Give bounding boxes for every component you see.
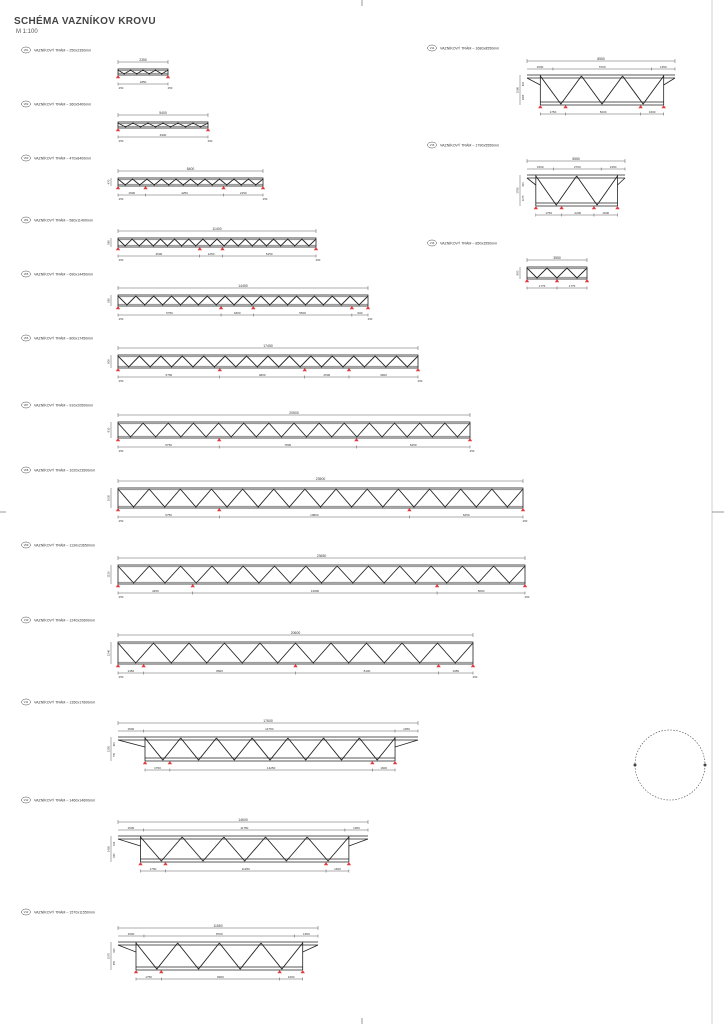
support-marker bbox=[523, 584, 527, 587]
bottom-segment-dimension: 1250 bbox=[207, 251, 215, 256]
compass-dot-left bbox=[634, 764, 637, 767]
web-diagonals bbox=[540, 76, 663, 104]
bottom-segment-dimension: 5750 bbox=[166, 310, 173, 315]
support-marker bbox=[370, 761, 374, 764]
bottom-segment-dimension: 8600 bbox=[216, 668, 223, 673]
web-diagonals bbox=[118, 643, 473, 663]
end-dimension-left: 250 bbox=[118, 86, 124, 90]
support-marker bbox=[277, 970, 281, 973]
support-marker bbox=[559, 206, 563, 209]
truss-label: VAZNÍKOVÝ TRÁM – 1130x23650mm bbox=[34, 543, 95, 548]
cantilever-right bbox=[303, 945, 318, 952]
overall-dimension: 23500 bbox=[315, 476, 326, 481]
support-marker bbox=[585, 279, 589, 282]
support-marker bbox=[435, 584, 439, 587]
bottom-segment-dimension: 1775 bbox=[538, 283, 546, 288]
support-marker bbox=[168, 761, 172, 764]
truss-label: VAZNÍKOVÝ TRÁM – 470x8400mm bbox=[34, 156, 92, 161]
bottom-segment-dimension: 6450 bbox=[409, 442, 417, 447]
truss-v15 bbox=[428, 142, 626, 217]
truss-v02 bbox=[22, 101, 213, 143]
bottom-segment-dimension: 1850 bbox=[139, 79, 147, 84]
height-dimension: 1350 bbox=[106, 745, 111, 753]
compass-dot-right bbox=[704, 764, 707, 767]
cantilever-right bbox=[664, 78, 675, 85]
truss-label: VAZNÍKOVÝ TRÁM – 850x3550mm bbox=[440, 241, 498, 246]
bottom-segment-dimension: 6450 bbox=[462, 512, 470, 517]
support-marker bbox=[220, 247, 224, 250]
truss-code: V05 bbox=[23, 273, 29, 277]
height-dimension-part: 1175 bbox=[522, 195, 525, 201]
support-marker bbox=[293, 664, 297, 667]
bottom-segment-dimension: 5000 bbox=[477, 588, 485, 593]
height-dimension: 1020 bbox=[106, 494, 111, 502]
bottom-segment-dimension: 4900 bbox=[159, 132, 167, 137]
height-dimension: 800 bbox=[106, 359, 111, 364]
bottom-segment-dimension: 1750 bbox=[549, 109, 557, 114]
truss-code: V14 bbox=[429, 47, 435, 51]
truss-code: V01 bbox=[23, 49, 29, 53]
web-diagonals bbox=[136, 943, 303, 969]
truss-code: V08 bbox=[23, 469, 29, 473]
support-marker bbox=[261, 186, 265, 189]
overall-dimension: 23650 bbox=[316, 553, 327, 558]
truss-label: VAZNÍKOVÝ TRÁM – 1350x17600mm bbox=[34, 700, 96, 705]
support-marker bbox=[191, 584, 195, 587]
support-marker bbox=[166, 75, 170, 78]
bottom-segment-dimension: 1600 bbox=[287, 974, 295, 979]
support-marker bbox=[116, 508, 120, 511]
top-segment-dimension: 1350 bbox=[353, 826, 360, 830]
top-segment-dimension: 1500 bbox=[536, 165, 544, 169]
truss-code: V16 bbox=[429, 242, 435, 246]
height-dimension: 850 bbox=[515, 270, 520, 276]
bottom-segment-dimension: 1775 bbox=[568, 283, 576, 288]
truss-v14 bbox=[428, 45, 676, 116]
height-dimension: 1570 bbox=[106, 952, 111, 960]
cantilever-right bbox=[349, 839, 368, 846]
bottom-segment-dimension: 1600 bbox=[602, 210, 610, 215]
bottom-segment-dimension: 11250 bbox=[241, 866, 250, 871]
truss-outline bbox=[118, 69, 168, 75]
end-dimension-left: 250 bbox=[118, 595, 124, 599]
support-marker bbox=[615, 206, 619, 209]
overall-dimension: 5550 bbox=[572, 156, 580, 161]
web-diagonals bbox=[527, 268, 587, 278]
support-marker bbox=[525, 279, 529, 282]
web-diagonals bbox=[118, 489, 523, 507]
support-marker bbox=[314, 247, 318, 250]
cantilever-left bbox=[527, 178, 536, 185]
end-dimension-right: 250 bbox=[417, 379, 423, 383]
truss-code: V15 bbox=[429, 144, 435, 148]
truss-outline bbox=[118, 642, 473, 664]
overall-dimension: 11550 bbox=[213, 923, 223, 928]
overall-dimension: 17450 bbox=[263, 343, 273, 348]
support-marker bbox=[538, 105, 542, 108]
support-marker bbox=[218, 368, 222, 371]
support-marker bbox=[116, 368, 120, 371]
web-diagonals bbox=[536, 176, 618, 205]
support-marker bbox=[350, 306, 354, 309]
support-marker bbox=[143, 761, 147, 764]
truss-v11 bbox=[22, 699, 419, 772]
overall-dimension: 17600 bbox=[263, 718, 273, 723]
truss-label: VAZNÍKOVÝ TRÁM – 800x17450mm bbox=[34, 336, 94, 341]
truss-v06 bbox=[22, 335, 423, 383]
truss-code: V04 bbox=[23, 219, 29, 223]
support-marker bbox=[116, 664, 120, 667]
truss-outline bbox=[118, 422, 470, 438]
drawing-scale: M 1:100 bbox=[16, 29, 38, 35]
top-segment-dimension: 1350 bbox=[302, 932, 310, 936]
bottom-segment-dimension: 2150 bbox=[239, 190, 247, 195]
truss-v01 bbox=[22, 47, 173, 90]
height-dimension-part: 615 bbox=[522, 182, 525, 187]
drawing-title: SCHÉMA VAZNÍKOV KROVU bbox=[14, 16, 156, 27]
end-dimension-right: 250 bbox=[522, 519, 528, 523]
truss-code: V07 bbox=[23, 404, 29, 408]
support-marker bbox=[347, 368, 351, 371]
support-marker bbox=[592, 206, 596, 209]
overall-dimension: 20500 bbox=[289, 410, 299, 415]
end-dimension-right: 250 bbox=[472, 675, 478, 679]
bottom-segment-dimension: 1750 bbox=[145, 974, 152, 979]
end-dimension-left: 250 bbox=[118, 675, 124, 679]
web-diagonals bbox=[118, 423, 470, 437]
end-dimension-right: 250 bbox=[367, 317, 373, 321]
truss-label: VAZNÍKOVÝ TRÁM – 1460x14600mm bbox=[34, 798, 96, 803]
truss-code: V11 bbox=[23, 701, 29, 705]
support-marker bbox=[521, 508, 525, 511]
support-marker bbox=[661, 105, 665, 108]
top-segment-dimension: 1500 bbox=[127, 727, 135, 731]
top-segment-dimension: 2700 bbox=[573, 165, 581, 169]
top-segment-dimension: 14750 bbox=[265, 727, 274, 731]
bottom-segment-dimension: 5750 bbox=[165, 442, 172, 447]
end-dimension-right: 250 bbox=[315, 258, 321, 262]
truss-label: VAZNÍKOVÝ TRÁM – 250x2350mm bbox=[34, 48, 92, 53]
height-dimension: 1240 bbox=[106, 649, 111, 657]
end-dimension-left: 250 bbox=[118, 197, 124, 201]
height-dimension-part: 845 bbox=[113, 853, 116, 858]
cantilever-left bbox=[527, 78, 540, 85]
bottom-segment-dimension: 1750 bbox=[149, 866, 157, 871]
bottom-segment-dimension: 5200 bbox=[599, 109, 607, 114]
truss-v16 bbox=[428, 240, 590, 290]
support-marker bbox=[436, 664, 440, 667]
end-dimension-left: 250 bbox=[118, 317, 124, 321]
bottom-segment-dimension: 2200 bbox=[574, 210, 582, 215]
truss-code: V13 bbox=[23, 911, 29, 915]
support-marker bbox=[221, 186, 225, 189]
height-dimension: 1790 bbox=[515, 187, 520, 194]
support-marker bbox=[116, 247, 120, 250]
bottom-segment-dimension: 1750 bbox=[545, 210, 553, 215]
truss-code: V12 bbox=[23, 799, 29, 803]
bottom-segment-dimension: 1600 bbox=[380, 765, 388, 770]
cantilever-left bbox=[118, 740, 145, 747]
bottom-segment-dimension: 4500 bbox=[155, 251, 163, 256]
bottom-segment-dimension: 8200 bbox=[217, 974, 224, 979]
top-segment-dimension: 1500 bbox=[536, 65, 544, 69]
support-marker bbox=[116, 186, 120, 189]
support-marker bbox=[366, 306, 370, 309]
height-dimension: 580 bbox=[106, 240, 111, 245]
bottom-segment-dimension: 2500 bbox=[323, 372, 331, 377]
support-marker bbox=[251, 306, 255, 309]
support-marker bbox=[163, 862, 167, 865]
height-dimension-part: 615 bbox=[522, 81, 525, 87]
truss-label: VAZNÍKOVÝ TRÁM – 580x11400mm bbox=[34, 218, 93, 223]
truss-v04 bbox=[22, 217, 321, 262]
top-segment-dimension: 1350 bbox=[403, 727, 410, 731]
bottom-segment-dimension: 4800 bbox=[258, 372, 266, 377]
end-dimension-right: 250 bbox=[207, 139, 213, 143]
support-marker bbox=[301, 970, 305, 973]
truss-label: VAZNÍKOVÝ TRÁM – 1570x11550mm bbox=[34, 910, 95, 915]
cantilever-left bbox=[118, 945, 136, 952]
web-diagonals bbox=[141, 837, 349, 861]
truss-code: V09 bbox=[23, 544, 29, 548]
overall-dimension: 14450 bbox=[238, 283, 248, 288]
web-diagonals bbox=[118, 296, 368, 305]
height-dimension: 690 bbox=[106, 298, 111, 303]
truss-label: VAZNÍKOVÝ TRÁM – 910x20500mm bbox=[34, 403, 94, 408]
truss-v09 bbox=[22, 542, 530, 599]
height-dimension: 910 bbox=[106, 427, 111, 433]
end-dimension-left: 250 bbox=[118, 139, 124, 143]
truss-outline bbox=[118, 122, 208, 128]
support-marker bbox=[116, 306, 120, 309]
overall-dimension: 5400 bbox=[159, 110, 167, 115]
top-segment-dimension: 1350 bbox=[609, 165, 617, 169]
truss-v03 bbox=[22, 155, 268, 201]
bottom-segment-dimension: 7800 bbox=[284, 442, 292, 447]
height-dimension-part: 955 bbox=[113, 960, 116, 966]
support-marker bbox=[303, 368, 307, 371]
cantilever-right bbox=[395, 740, 418, 747]
web-diagonals bbox=[145, 738, 395, 760]
height-dimension: 1680 bbox=[515, 86, 520, 94]
overall-dimension: 20600 bbox=[290, 630, 301, 635]
bottom-segment-dimension: 14250 bbox=[266, 765, 276, 770]
truss-v08 bbox=[22, 467, 528, 523]
end-dimension-left: 250 bbox=[118, 519, 124, 523]
support-marker bbox=[407, 508, 411, 511]
bottom-segment-dimension: 1500 bbox=[128, 190, 136, 195]
compass-circle bbox=[635, 730, 705, 800]
overall-dimension: 3550 bbox=[553, 255, 561, 260]
truss-label: VAZNÍKOVÝ TRÁM – 1790x5550mm bbox=[440, 143, 500, 148]
support-marker bbox=[116, 438, 120, 441]
top-segment-dimension: 1500 bbox=[127, 826, 135, 830]
end-dimension-right: 250 bbox=[262, 197, 268, 201]
end-dimension-left: 250 bbox=[118, 379, 124, 383]
top-segment-dimension: 1500 bbox=[127, 932, 135, 936]
truss-label: VAZNÍKOVÝ TRÁM – 1020x23500mm bbox=[34, 468, 96, 473]
truss-code: V06 bbox=[23, 337, 29, 341]
truss-code: V03 bbox=[23, 157, 29, 161]
bottom-segment-dimension: 1600 bbox=[334, 866, 341, 871]
bottom-segment-dimension: 5750 bbox=[165, 372, 173, 377]
bottom-segment-dimension: 5500 bbox=[299, 310, 306, 315]
support-marker bbox=[555, 279, 559, 282]
height-dimension-part: 1065 bbox=[522, 94, 525, 101]
truss-label: VAZNÍKOVÝ TRÁM – 1240x20600mm bbox=[34, 618, 96, 623]
support-marker bbox=[638, 105, 642, 108]
truss-label: VAZNÍKOVÝ TRÁM – 690x14450mm bbox=[34, 272, 94, 277]
cantilever-right bbox=[618, 178, 625, 185]
height-dimension: 1460 bbox=[106, 845, 111, 853]
support-marker bbox=[116, 128, 120, 131]
bottom-segment-dimension: 1600 bbox=[648, 109, 656, 114]
support-marker bbox=[141, 664, 145, 667]
bottom-segment-dimension: 3900 bbox=[380, 372, 387, 377]
end-dimension-right: 250 bbox=[469, 449, 475, 453]
top-segment-dimension: 5700 bbox=[598, 65, 606, 69]
truss-v05 bbox=[22, 271, 373, 321]
height-dimension-part: 615 bbox=[113, 841, 116, 846]
support-marker bbox=[219, 306, 223, 309]
end-dimension-left: 250 bbox=[118, 258, 124, 262]
overall-dimension: 8400 bbox=[186, 166, 195, 171]
truss-code: V02 bbox=[23, 103, 29, 107]
support-marker bbox=[563, 105, 567, 108]
top-segment-dimension: 11750 bbox=[240, 826, 249, 830]
support-marker bbox=[138, 862, 142, 865]
bottom-segment-dimension: 1950 bbox=[452, 668, 460, 673]
truss-v07 bbox=[22, 402, 475, 453]
overall-dimension: 8550 bbox=[597, 56, 605, 61]
truss-v10 bbox=[22, 617, 478, 679]
support-marker bbox=[354, 438, 358, 441]
support-marker bbox=[324, 862, 328, 865]
height-dimension: 470 bbox=[106, 179, 111, 185]
bottom-segment-dimension: 1450 bbox=[127, 668, 135, 673]
support-marker bbox=[116, 75, 120, 78]
support-marker bbox=[416, 368, 420, 371]
support-marker bbox=[393, 761, 397, 764]
support-marker bbox=[159, 970, 163, 973]
support-marker bbox=[347, 862, 351, 865]
cantilever-left bbox=[118, 839, 141, 846]
web-diagonals bbox=[118, 566, 525, 583]
support-marker bbox=[143, 186, 147, 189]
bottom-segment-dimension: 8100 bbox=[363, 668, 371, 673]
bottom-segment-dimension: 10800 bbox=[310, 512, 319, 517]
bottom-segment-dimension: 4250 bbox=[152, 588, 159, 593]
top-segment-dimension: 8700 bbox=[215, 932, 223, 936]
bottom-segment-dimension: 5150 bbox=[265, 251, 273, 256]
support-marker bbox=[217, 508, 221, 511]
support-marker bbox=[217, 438, 221, 441]
height-dimension-part: 615 bbox=[113, 948, 116, 953]
bottom-segment-dimension: 1750 bbox=[154, 765, 161, 770]
overall-dimension: 14600 bbox=[238, 817, 248, 822]
height-dimension-part: 615 bbox=[113, 742, 116, 747]
end-dimension-right: 250 bbox=[167, 86, 173, 90]
support-marker bbox=[471, 664, 475, 667]
support-marker bbox=[206, 128, 210, 131]
support-marker bbox=[534, 206, 538, 209]
truss-v12 bbox=[22, 797, 369, 873]
truss-v13 bbox=[22, 909, 319, 981]
web-diagonals bbox=[118, 356, 418, 367]
bottom-segment-dimension: 1800 bbox=[233, 310, 241, 315]
truss-code: V10 bbox=[23, 619, 29, 623]
support-marker bbox=[468, 438, 472, 441]
truss-label: VAZNÍKOVÝ TRÁM – 360x5400mm bbox=[34, 102, 92, 107]
end-dimension-left: 250 bbox=[118, 449, 124, 453]
support-marker bbox=[116, 584, 120, 587]
overall-dimension: 11400 bbox=[212, 226, 222, 231]
bottom-segment-dimension: 900 bbox=[357, 310, 363, 315]
bottom-segment-dimension: 13900 bbox=[310, 588, 320, 593]
height-dimension-part: 735 bbox=[113, 752, 116, 758]
top-segment-dimension: 1350 bbox=[659, 65, 667, 69]
support-marker bbox=[134, 970, 138, 973]
bottom-segment-dimension: 5750 bbox=[165, 512, 172, 517]
overall-dimension: 2350 bbox=[139, 57, 147, 62]
end-dimension-right: 250 bbox=[524, 595, 530, 599]
height-dimension: 1130 bbox=[106, 571, 111, 578]
bottom-segment-dimension: 4250 bbox=[181, 190, 188, 195]
truss-label: VAZNÍKOVÝ TRÁM – 1680x8550mm bbox=[440, 46, 500, 51]
support-marker bbox=[198, 247, 202, 250]
